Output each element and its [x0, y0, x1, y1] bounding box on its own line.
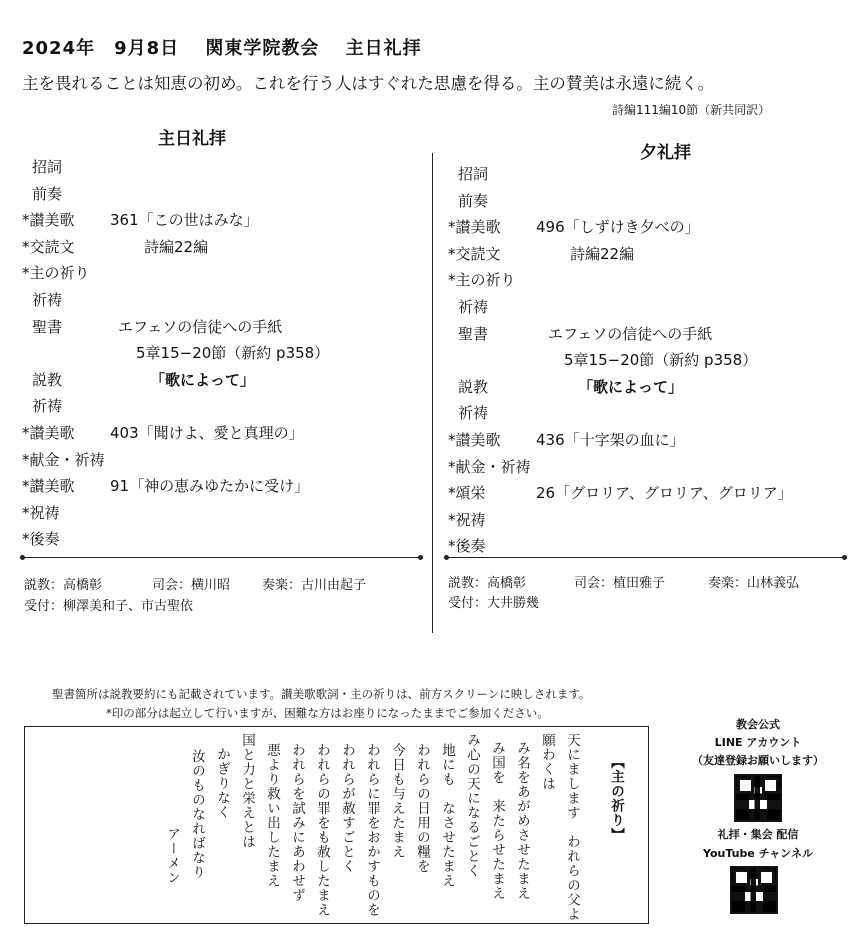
order-label: *主の祈り	[448, 271, 516, 290]
order-label: 説教	[32, 370, 63, 389]
prayer-line: 願わくは	[539, 733, 555, 791]
evening-presider: 司会：植田雅子	[574, 576, 666, 591]
lords-prayer-box	[24, 726, 649, 924]
morning-reception: 受付：柳澤美和子、市古聖依	[24, 599, 194, 614]
order-detail: 91「神の恵みゆたかに受け」	[110, 477, 310, 496]
order-detail: 5章15−20節（新約 p358）	[136, 344, 330, 363]
order-detail: 26「グロリア、グロリア、グロリア」	[536, 484, 793, 503]
order-label: *讃美歌	[448, 431, 501, 449]
order-detail: エフェソの信徒への手紙	[118, 317, 283, 336]
order-label: 前奏	[458, 191, 489, 210]
order-label: 前奏	[32, 184, 63, 203]
line-label: 教会公式	[736, 718, 780, 731]
order-label: *献金・祈祷	[22, 450, 105, 469]
order-label: 祈祷	[32, 291, 63, 309]
order-detail: 詩編22編	[570, 244, 635, 263]
line-account-label: LINE アカウント	[714, 736, 802, 749]
prayer-line: われらが赦すごとく	[339, 743, 355, 874]
prayer-line: 悪より救い出したまえ	[264, 743, 280, 888]
prayer-line: み国を 来たらせたまえ	[489, 741, 505, 901]
order-label: *頌栄	[448, 484, 486, 503]
note-line: *印の部分は起立して行いますが、困難な方はお座りになったままでご参加ください。	[106, 706, 549, 720]
prayer-line: われらの日用の糧を	[414, 743, 430, 874]
order-label: *主の祈り	[22, 264, 90, 283]
scripture-verse: 主を畏れることは知恵の初め。これを行う人はすぐれた思慮を得る。主の賛美は永遠に続く。	[22, 74, 715, 93]
order-label: *讃美歌	[22, 424, 75, 442]
prayer-line: 今日も与えたまえ	[389, 743, 405, 859]
evening-organist: 奏楽：山林義弘	[708, 576, 800, 591]
divider-dot	[842, 555, 847, 560]
morning-heading: 主日礼拝	[158, 129, 226, 149]
note-line: 聖書箇所は説教要約にも記載されています。讃美歌歌詞・主の祈りは、前方スクリーンに映しされます。	[52, 687, 591, 701]
youtube-qr-code[interactable]	[730, 866, 778, 914]
order-label: 招詞	[458, 165, 489, 183]
youtube-channel-label: YouTube チャンネル	[703, 847, 813, 860]
prayer-heading: 【主の祈り】	[608, 755, 624, 842]
order-detail: 496「しずけき夕べの」	[536, 218, 700, 237]
order-detail: 5章15−20節（新約 p358）	[564, 351, 758, 370]
order-detail: エフェソの信徒への手紙	[548, 324, 713, 343]
morning-organist: 奏楽：古川由起子	[262, 578, 367, 593]
evening-reception: 受付：大井勝幾	[448, 596, 540, 611]
prayer-line: かぎりなく	[214, 747, 230, 820]
evening-preacher: 説教：高橋彰	[448, 576, 527, 591]
morning-preacher: 説教：高橋彰	[24, 578, 103, 593]
prayer-line: われらを試みにあわせず	[289, 743, 305, 903]
prayer-line: 汝のものなればなり	[189, 749, 205, 880]
order-detail: 403「聞けよ、愛と真理の」	[110, 424, 304, 442]
prayer-line: 国と力と栄えとは	[239, 733, 255, 849]
divider-dot	[444, 555, 449, 560]
morning-presider: 司会：横川昭	[152, 578, 231, 593]
prayer-line: み名をあがめさせたまえ	[514, 741, 530, 901]
order-label: *献金・祈祷	[448, 457, 531, 476]
prayer-line: われらの罪をも赦したまえ	[314, 743, 330, 917]
page-title: 2024年 9月8日 関東学院教会 主日礼拝	[22, 38, 422, 59]
order-label: *讃美歌	[22, 477, 75, 496]
prayer-line: アーメン	[164, 827, 180, 885]
prayer-line: 地にも なさせたまえ	[439, 743, 455, 888]
divider-dot	[20, 555, 25, 560]
line-note: （友達登録お願いします）	[692, 754, 824, 767]
order-label: 祈祷	[458, 298, 489, 316]
youtube-label: 礼拝・集会 配信	[717, 828, 799, 841]
line-qr-code[interactable]	[734, 774, 782, 822]
order-label: *讃美歌	[448, 218, 501, 237]
order-label: 説教	[458, 377, 489, 396]
column-divider	[432, 153, 433, 633]
prayer-line: われらに罪をおかすものを	[364, 743, 380, 917]
evening-divider	[448, 557, 844, 558]
order-label: *祝祷	[22, 503, 60, 522]
order-label: 祈祷	[458, 404, 489, 423]
prayer-line: み心の天になるごとく	[464, 733, 480, 878]
evening-heading: 夕礼拝	[640, 143, 691, 163]
order-detail: 436「十字架の血に」	[536, 431, 685, 449]
order-detail: 「歌によって」	[578, 377, 684, 396]
order-detail: 「歌によって」	[150, 370, 256, 389]
order-detail: 詩編22編	[144, 237, 209, 256]
verse-reference: 詩編111編10節（新共同訳）	[612, 103, 771, 117]
order-label: 聖書	[32, 317, 63, 336]
order-label: *祝祷	[448, 510, 486, 529]
order-label: 聖書	[458, 324, 489, 343]
order-label: *後奏	[448, 537, 486, 556]
order-detail: 361「この世はみな」	[110, 211, 259, 230]
order-label: 招詞	[32, 158, 63, 176]
prayer-line: 天にまします われらの父よ	[564, 733, 580, 922]
order-label: *交読文	[22, 237, 75, 256]
order-label: *後奏	[22, 530, 60, 549]
order-label: *讃美歌	[22, 211, 75, 230]
divider-dot	[418, 555, 423, 560]
order-label: *交読文	[448, 244, 501, 263]
order-label: 祈祷	[32, 397, 63, 416]
morning-divider	[24, 557, 420, 558]
